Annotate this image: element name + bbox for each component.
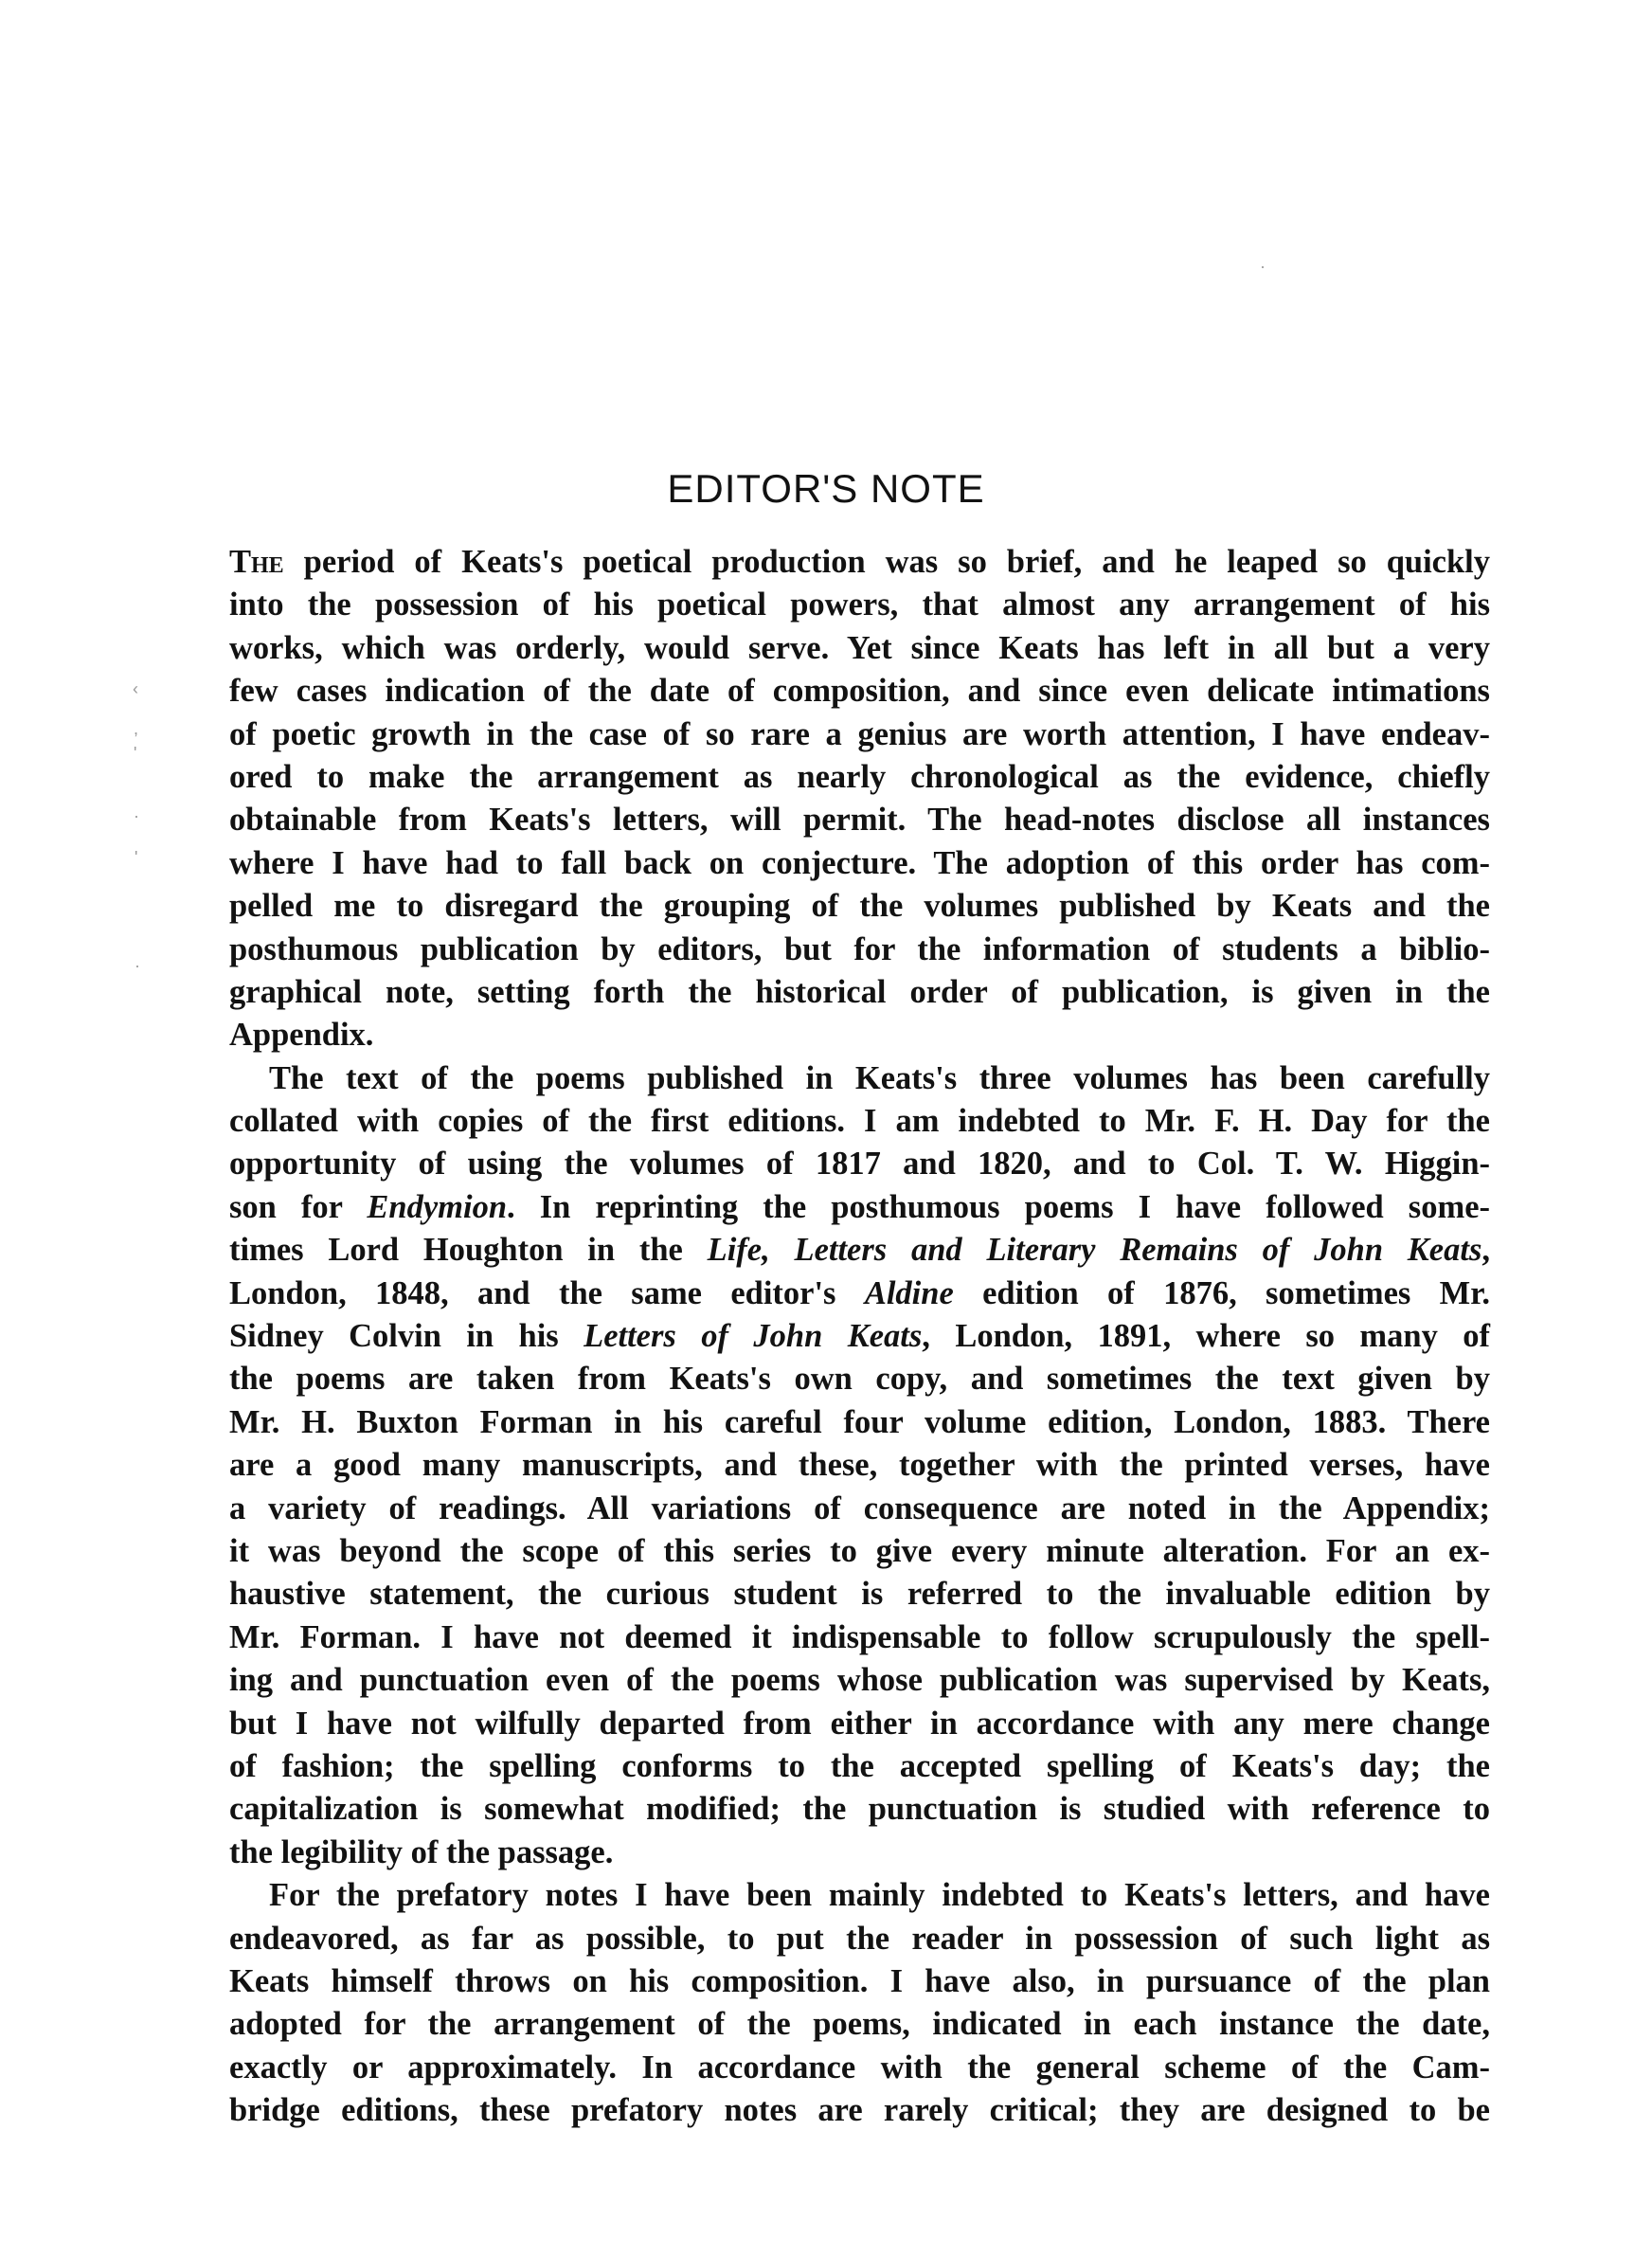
- text-line: the legibility of the passage.: [229, 1833, 614, 1870]
- margin-mark: ': [134, 744, 137, 763]
- text-line: adopted for the arrangement of the poems, indicated in each instance the date,: [229, 2006, 1490, 2043]
- text-line: Appendix.: [229, 1017, 374, 1054]
- italic-title: Life, Letters and Literary Remains of John Keats: [707, 1232, 1482, 1269]
- text-line: times Lord Houghton in the Life, Letters and Literary Remains of John Keats,: [229, 1232, 1490, 1269]
- text-line: of fashion; the spelling conforms to the accepted spelling of Keats's day; the: [229, 1747, 1490, 1784]
- italic-title: Endymion: [367, 1188, 508, 1225]
- text-line: son for Endymion. In reprinting the posthumous poems I have followed some-: [229, 1188, 1490, 1225]
- text-line: into the possession of his poetical powers, that almost any arrangement of his: [229, 587, 1490, 623]
- text-line: ing and punctuation even of the poems whose publication was supervised by Keats,: [229, 1662, 1490, 1699]
- text-line: of poetic growth in the case of so rare a genius are worth attention, I have endeav-: [229, 715, 1490, 752]
- margin-mark: ‹: [133, 679, 138, 698]
- stray-mark: ·: [1260, 257, 1266, 276]
- text-line: The period of Keats's poetical production was so brief, and he leaped so quickly: [229, 544, 1490, 580]
- margin-mark: ,: [134, 719, 139, 738]
- margin-mark: ·: [135, 956, 140, 975]
- text-line: For the prefatory notes I have been mainly indebted to Keats's letters, and have: [269, 1877, 1490, 1914]
- text-line: The text of the poems published in Keats's three volumes has been carefully: [269, 1059, 1490, 1096]
- text-line: are a good many manuscripts, and these, together with the printed verses, have: [229, 1447, 1490, 1484]
- text-line: graphical note, setting forth the historical order of publication, is given in the: [229, 973, 1490, 1010]
- text-line: ored to make the arrangement as nearly chronological as the evidence, chiefly: [229, 758, 1490, 795]
- text-line: obtainable from Keats's letters, will permit. The head-notes disclose all instances: [229, 802, 1490, 839]
- text-line: few cases indication of the date of composition, and since even delicate intimations: [229, 673, 1490, 710]
- text-line: pelled me to disregard the grouping of the volumes published by Keats and the: [229, 888, 1490, 925]
- text-line: a variety of readings. All variations of consequence are noted in the Appendix;: [229, 1490, 1490, 1526]
- text-line: Sidney Colvin in his Letters of John Keats, London, 1891, where so many of: [229, 1318, 1490, 1355]
- text-line: Mr. Forman. I have not deemed it indispensable to follow scrupulously the spell-: [229, 1618, 1490, 1655]
- text-line: posthumous publication by editors, but for the information of students a biblio-: [229, 930, 1490, 967]
- margin-mark: ·: [134, 806, 139, 825]
- text-line: London, 1848, and the same editor's Aldine edition of 1876, sometimes Mr.: [229, 1274, 1491, 1311]
- page-title: EDITOR'S NOTE: [667, 466, 985, 511]
- text-line: bridge editions, these prefatory notes are rarely critical; they are designed to be: [229, 2092, 1490, 2129]
- margin-mark: ': [135, 848, 138, 867]
- editors-note-body: [229, 541, 1490, 2132]
- text-line: works, which was orderly, would serve. Yet since Keats has left in all but a very: [229, 629, 1490, 666]
- text-line: it was beyond the scope of this series to give every minute alteration. For an ex-: [229, 1532, 1490, 1569]
- text-line: opportunity of using the volumes of 1817 and 1820, and to Col. T. W. Higgin-: [229, 1146, 1490, 1183]
- text-line: collated with copies of the first editions. I am indebted to Mr. F. H. Day for the: [229, 1103, 1490, 1140]
- italic-title: Aldine: [864, 1274, 954, 1311]
- text-line: the poems are taken from Keats's own copy, and sometimes the text given by: [229, 1361, 1490, 1398]
- text-line: exactly or approximately. In accordance with the general scheme of the Cam-: [229, 2049, 1490, 2085]
- text-line: capitalization is somewhat modified; the punctuation is studied with reference to: [229, 1791, 1490, 1828]
- drop-word: The: [229, 544, 284, 580]
- text-line: Mr. H. Buxton Forman in his careful four volume edition, London, 1883. There: [229, 1403, 1490, 1440]
- italic-title: Letters of John Keats: [584, 1318, 923, 1355]
- text-line: haustive statement, the curious student is referred to the invaluable edition by: [229, 1576, 1490, 1613]
- text-line: endeavored, as far as possible, to put the reader in possession of such light as: [229, 1920, 1490, 1957]
- text-line: where I have had to fall back on conjecture. The adoption of this order has com-: [229, 844, 1490, 881]
- text-line: Keats himself throws on his composition. I have also, in pursuance of the plan: [229, 1962, 1490, 1999]
- text-line: but I have not wilfully departed from either in accordance with any mere change: [229, 1705, 1490, 1742]
